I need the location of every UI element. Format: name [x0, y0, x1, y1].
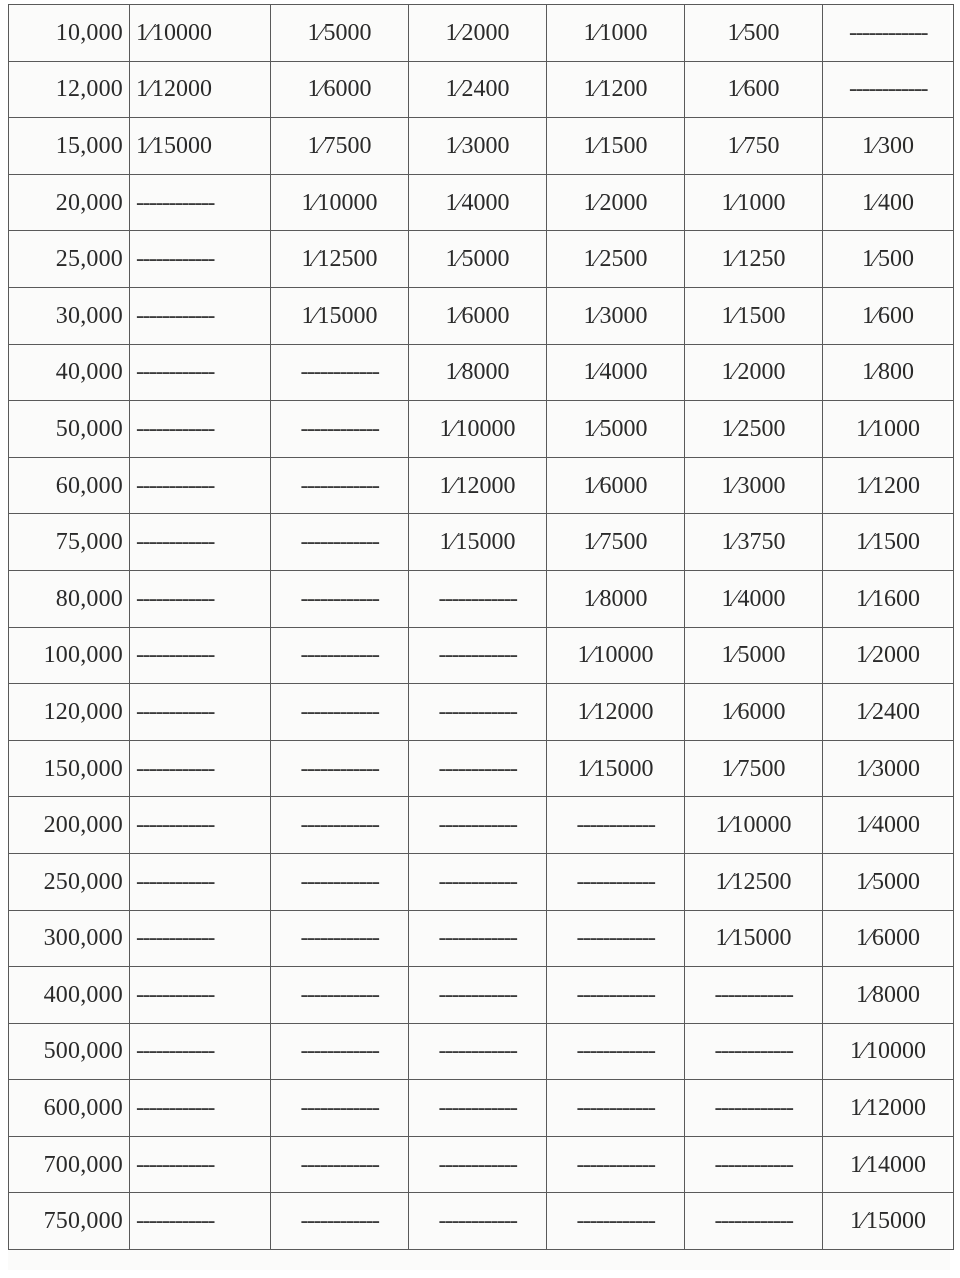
ratio-cell: ------------ — [130, 344, 271, 401]
ratio-cell: 1⁄2000 — [685, 344, 823, 401]
table-row — [9, 5, 954, 62]
ratio-cell: ------------ — [409, 684, 547, 741]
range-cell: 300,000 — [9, 910, 130, 967]
ratio-cell: ------------ — [271, 853, 409, 910]
ratio-cell: ------------ — [409, 1080, 547, 1137]
range-cell: 20,000 — [9, 174, 130, 231]
scale-table — [8, 4, 954, 1250]
ratio-cell: 1⁄4000 — [685, 570, 823, 627]
ratio-cell: ------------ — [823, 5, 954, 62]
ratio-cell: ------------ — [130, 457, 271, 514]
ratio-cell: 1⁄6000 — [271, 61, 409, 118]
ratio-cell: 1⁄15000 — [685, 910, 823, 967]
ratio-cell: 1⁄12500 — [685, 853, 823, 910]
ratio-cell: 1⁄4000 — [547, 344, 685, 401]
ratio-cell: 1⁄12000 — [409, 457, 547, 514]
ratio-cell: 1⁄6000 — [547, 457, 685, 514]
ratio-cell: 1⁄6000 — [685, 684, 823, 741]
table-row — [9, 61, 954, 118]
ratio-cell: 1⁄5000 — [271, 5, 409, 62]
table-row — [9, 853, 954, 910]
ratio-cell: ------------ — [130, 401, 271, 458]
range-cell: 12,000 — [9, 61, 130, 118]
ratio-cell: 1⁄1000 — [823, 401, 954, 458]
ratio-cell: ------------ — [547, 910, 685, 967]
ratio-cell: ------------ — [409, 627, 547, 684]
ratio-cell: ------------ — [271, 627, 409, 684]
ratio-cell: 1⁄12000 — [130, 61, 271, 118]
range-cell: 40,000 — [9, 344, 130, 401]
table-row — [9, 1023, 954, 1080]
range-cell: 15,000 — [9, 118, 130, 175]
ratio-cell: ------------ — [271, 514, 409, 571]
range-cell: 200,000 — [9, 797, 130, 854]
ratio-cell: ------------ — [409, 1136, 547, 1193]
ratio-cell: 1⁄1200 — [823, 457, 954, 514]
range-cell: 50,000 — [9, 401, 130, 458]
ratio-cell: ------------ — [547, 1136, 685, 1193]
ratio-cell: ------------ — [547, 1193, 685, 1250]
ratio-cell: 1⁄5000 — [685, 627, 823, 684]
ratio-cell: 1⁄15000 — [547, 740, 685, 797]
ratio-cell: 1⁄12000 — [823, 1080, 954, 1137]
range-cell: 30,000 — [9, 287, 130, 344]
ratio-cell: 1⁄12500 — [271, 231, 409, 288]
ratio-cell: ------------ — [409, 910, 547, 967]
ratio-cell: ------------ — [271, 1080, 409, 1137]
table-row — [9, 967, 954, 1024]
ratio-cell: ------------ — [685, 967, 823, 1024]
ratio-cell: ------------ — [271, 570, 409, 627]
ratio-cell: 1⁄2500 — [685, 401, 823, 458]
ratio-cell: 1⁄1000 — [547, 5, 685, 62]
ratio-cell: 1⁄14000 — [823, 1136, 954, 1193]
ratio-cell: 1⁄4000 — [823, 797, 954, 854]
ratio-cell: 1⁄500 — [823, 231, 954, 288]
ratio-cell: ------------ — [547, 1023, 685, 1080]
ratio-cell: 1⁄6000 — [823, 910, 954, 967]
range-cell: 80,000 — [9, 570, 130, 627]
range-cell: 700,000 — [9, 1136, 130, 1193]
ratio-cell: ------------ — [409, 1023, 547, 1080]
table-row — [9, 1193, 954, 1250]
ratio-cell: 1⁄15000 — [271, 287, 409, 344]
ratio-cell: ------------ — [547, 797, 685, 854]
ratio-cell: ------------ — [130, 1023, 271, 1080]
table-row — [9, 287, 954, 344]
ratio-cell: 1⁄7500 — [547, 514, 685, 571]
ratio-cell: ------------ — [409, 853, 547, 910]
table-row — [9, 797, 954, 854]
table-row — [9, 910, 954, 967]
ratio-cell: 1⁄7500 — [685, 740, 823, 797]
table-row — [9, 231, 954, 288]
ratio-cell: 1⁄10000 — [547, 627, 685, 684]
ratio-cell: ------------ — [130, 967, 271, 1024]
ratio-cell: ------------ — [271, 1023, 409, 1080]
ratio-cell: 1⁄1000 — [685, 174, 823, 231]
range-cell: 100,000 — [9, 627, 130, 684]
range-cell: 600,000 — [9, 1080, 130, 1137]
table-row — [9, 1080, 954, 1137]
ratio-cell: 1⁄300 — [823, 118, 954, 175]
ratio-cell: ------------ — [823, 61, 954, 118]
ratio-cell: 1⁄15000 — [409, 514, 547, 571]
ratio-cell: ------------ — [130, 174, 271, 231]
ratio-cell: ------------ — [271, 344, 409, 401]
ratio-cell: ------------ — [130, 627, 271, 684]
ratio-cell: ------------ — [547, 853, 685, 910]
ratio-cell: ------------ — [130, 514, 271, 571]
ratio-cell: ------------ — [409, 570, 547, 627]
ratio-cell: ------------ — [130, 740, 271, 797]
ratio-cell: ------------ — [130, 570, 271, 627]
ratio-cell: ------------ — [409, 740, 547, 797]
ratio-cell: 1⁄2000 — [823, 627, 954, 684]
ratio-cell: 1⁄600 — [685, 61, 823, 118]
ratio-cell: ------------ — [130, 853, 271, 910]
ratio-cell: 1⁄6000 — [409, 287, 547, 344]
ratio-cell: 1⁄10000 — [685, 797, 823, 854]
table-row — [9, 457, 954, 514]
ratio-cell: 1⁄10000 — [823, 1023, 954, 1080]
range-cell: 400,000 — [9, 967, 130, 1024]
ratio-cell: ------------ — [271, 967, 409, 1024]
ratio-cell: ------------ — [547, 1080, 685, 1137]
ratio-cell: 1⁄15000 — [823, 1193, 954, 1250]
ratio-cell: 1⁄12000 — [547, 684, 685, 741]
ratio-cell: ------------ — [547, 967, 685, 1024]
ratio-cell: ------------ — [130, 1136, 271, 1193]
ratio-cell: ------------ — [130, 287, 271, 344]
ratio-cell: 1⁄4000 — [409, 174, 547, 231]
table-row — [9, 344, 954, 401]
range-cell: 10,000 — [9, 5, 130, 62]
ratio-cell: 1⁄1500 — [547, 118, 685, 175]
range-cell: 250,000 — [9, 853, 130, 910]
ratio-cell: ------------ — [130, 231, 271, 288]
ratio-cell: ------------ — [271, 910, 409, 967]
table-row — [9, 684, 954, 741]
range-cell: 150,000 — [9, 740, 130, 797]
ratio-cell: 1⁄10000 — [409, 401, 547, 458]
ratio-cell: 1⁄3000 — [685, 457, 823, 514]
ratio-cell: 1⁄2000 — [547, 174, 685, 231]
ratio-cell: 1⁄8000 — [823, 967, 954, 1024]
ratio-cell: 1⁄7500 — [271, 118, 409, 175]
ratio-cell: ------------ — [685, 1136, 823, 1193]
ratio-cell: 1⁄2400 — [823, 684, 954, 741]
ratio-cell: 1⁄3750 — [685, 514, 823, 571]
ratio-cell: 1⁄10000 — [271, 174, 409, 231]
range-cell: 25,000 — [9, 231, 130, 288]
range-cell: 120,000 — [9, 684, 130, 741]
range-cell: 75,000 — [9, 514, 130, 571]
range-cell: 750,000 — [9, 1193, 130, 1250]
ratio-cell: ------------ — [130, 1193, 271, 1250]
ratio-cell: ------------ — [409, 967, 547, 1024]
ratio-cell: 1⁄2000 — [409, 5, 547, 62]
ratio-cell: 1⁄5000 — [547, 401, 685, 458]
ratio-cell: 1⁄8000 — [547, 570, 685, 627]
ratio-cell: ------------ — [130, 910, 271, 967]
ratio-cell: 1⁄3000 — [409, 118, 547, 175]
ratio-cell: ------------ — [271, 684, 409, 741]
ratio-cell: 1⁄3000 — [547, 287, 685, 344]
ratio-cell: 1⁄10000 — [130, 5, 271, 62]
ratio-cell: 1⁄2400 — [409, 61, 547, 118]
table-row — [9, 1136, 954, 1193]
ratio-cell: 1⁄2500 — [547, 231, 685, 288]
ratio-cell: 1⁄8000 — [409, 344, 547, 401]
table-row — [9, 174, 954, 231]
ratio-cell: ------------ — [271, 1136, 409, 1193]
ratio-cell: ------------ — [409, 797, 547, 854]
ratio-cell: ------------ — [130, 797, 271, 854]
ratio-cell: ------------ — [271, 797, 409, 854]
ratio-cell: 1⁄1600 — [823, 570, 954, 627]
ratio-cell: ------------ — [271, 740, 409, 797]
table-row — [9, 570, 954, 627]
ratio-cell: 1⁄15000 — [130, 118, 271, 175]
ratio-cell: 1⁄1500 — [685, 287, 823, 344]
ratio-cell: ------------ — [685, 1193, 823, 1250]
table-row — [9, 514, 954, 571]
ratio-cell: ------------ — [409, 1193, 547, 1250]
range-cell: 500,000 — [9, 1023, 130, 1080]
ratio-cell: ------------ — [271, 401, 409, 458]
ratio-cell: 1⁄1500 — [823, 514, 954, 571]
table-row — [9, 740, 954, 797]
ratio-cell: ------------ — [685, 1080, 823, 1137]
ratio-cell: 1⁄5000 — [823, 853, 954, 910]
range-cell: 60,000 — [9, 457, 130, 514]
ratio-cell: 1⁄500 — [685, 5, 823, 62]
ratio-cell: ------------ — [271, 457, 409, 514]
ratio-cell: ------------ — [685, 1023, 823, 1080]
ratio-cell: 1⁄800 — [823, 344, 954, 401]
ratio-cell: 1⁄600 — [823, 287, 954, 344]
ratio-cell: 1⁄1250 — [685, 231, 823, 288]
ratio-cell: 1⁄1200 — [547, 61, 685, 118]
ratio-cell: 1⁄750 — [685, 118, 823, 175]
table-row — [9, 401, 954, 458]
scale-table-sheet — [8, 4, 950, 1270]
table-row — [9, 118, 954, 175]
ratio-cell: 1⁄400 — [823, 174, 954, 231]
ratio-cell: 1⁄5000 — [409, 231, 547, 288]
table-body — [9, 5, 954, 1250]
ratio-cell: ------------ — [130, 684, 271, 741]
ratio-cell: ------------ — [271, 1193, 409, 1250]
ratio-cell: 1⁄3000 — [823, 740, 954, 797]
table-row — [9, 627, 954, 684]
ratio-cell: ------------ — [130, 1080, 271, 1137]
